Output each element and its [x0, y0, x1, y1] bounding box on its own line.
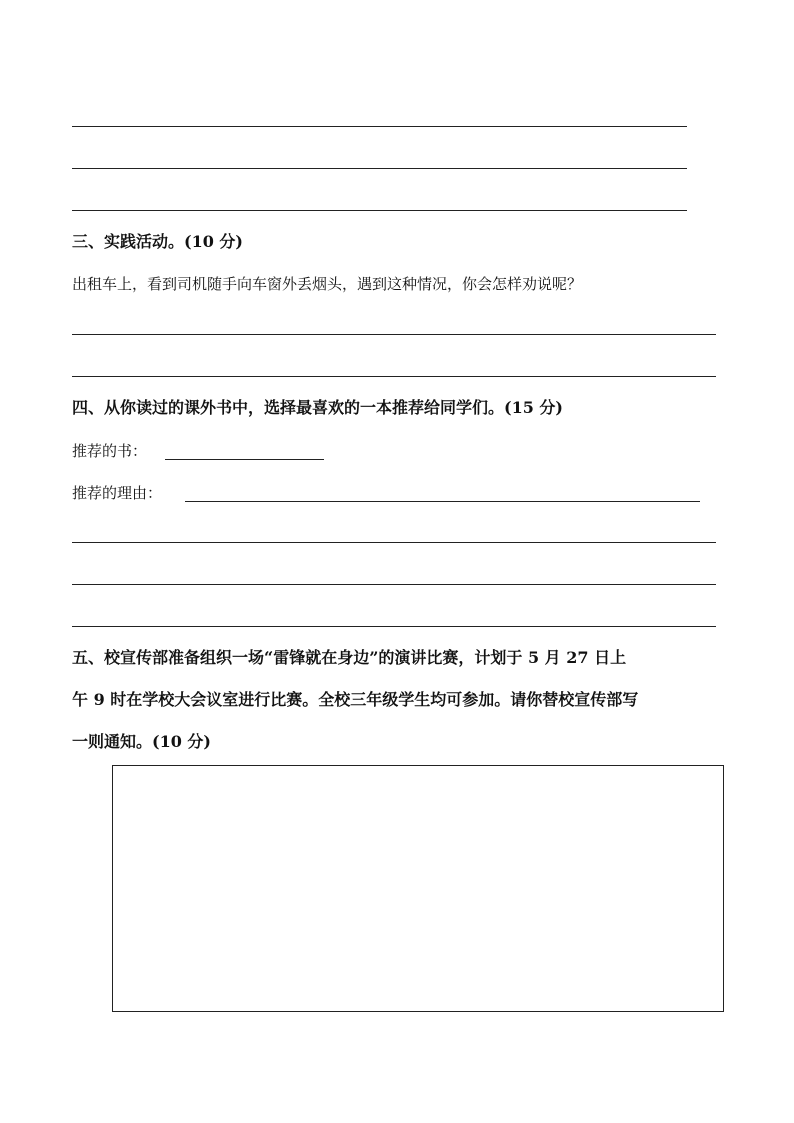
- book-answer-line: [165, 459, 324, 460]
- section-3-question: 出租车上，看到司机随手向车窗外丢烟头，遇到这种情况，你会怎样劝说呢？: [72, 275, 583, 293]
- book-label: 推荐的书：: [72, 442, 148, 460]
- answer-line: [72, 542, 716, 543]
- answer-line: [72, 626, 716, 627]
- reason-answer-line: [185, 501, 700, 502]
- section-3-heading: 三、实践活动。(10 分): [72, 232, 243, 251]
- answer-line: [72, 376, 716, 377]
- section-5-line-3: 一则通知。(10 分): [72, 732, 211, 751]
- answer-line: [72, 126, 687, 127]
- section-5-line-2: 午 9 时在学校大会议室进行比赛。全校三年级学生均可参加。请你替校宣传部写: [72, 690, 639, 709]
- reason-label: 推荐的理由：: [72, 484, 163, 502]
- answer-line: [72, 334, 716, 335]
- section-4-heading: 四、从你读过的课外书中，选择最喜欢的一本推荐给同学们。(15 分): [72, 398, 563, 417]
- notice-writing-box[interactable]: [112, 765, 724, 1012]
- answer-line: [72, 210, 687, 211]
- answer-line: [72, 584, 716, 585]
- section-5-line-1: 五、校宣传部准备组织一场“雷锋就在身边”的演讲比赛，计划于 5 月 27 日上: [72, 648, 627, 667]
- answer-line: [72, 168, 687, 169]
